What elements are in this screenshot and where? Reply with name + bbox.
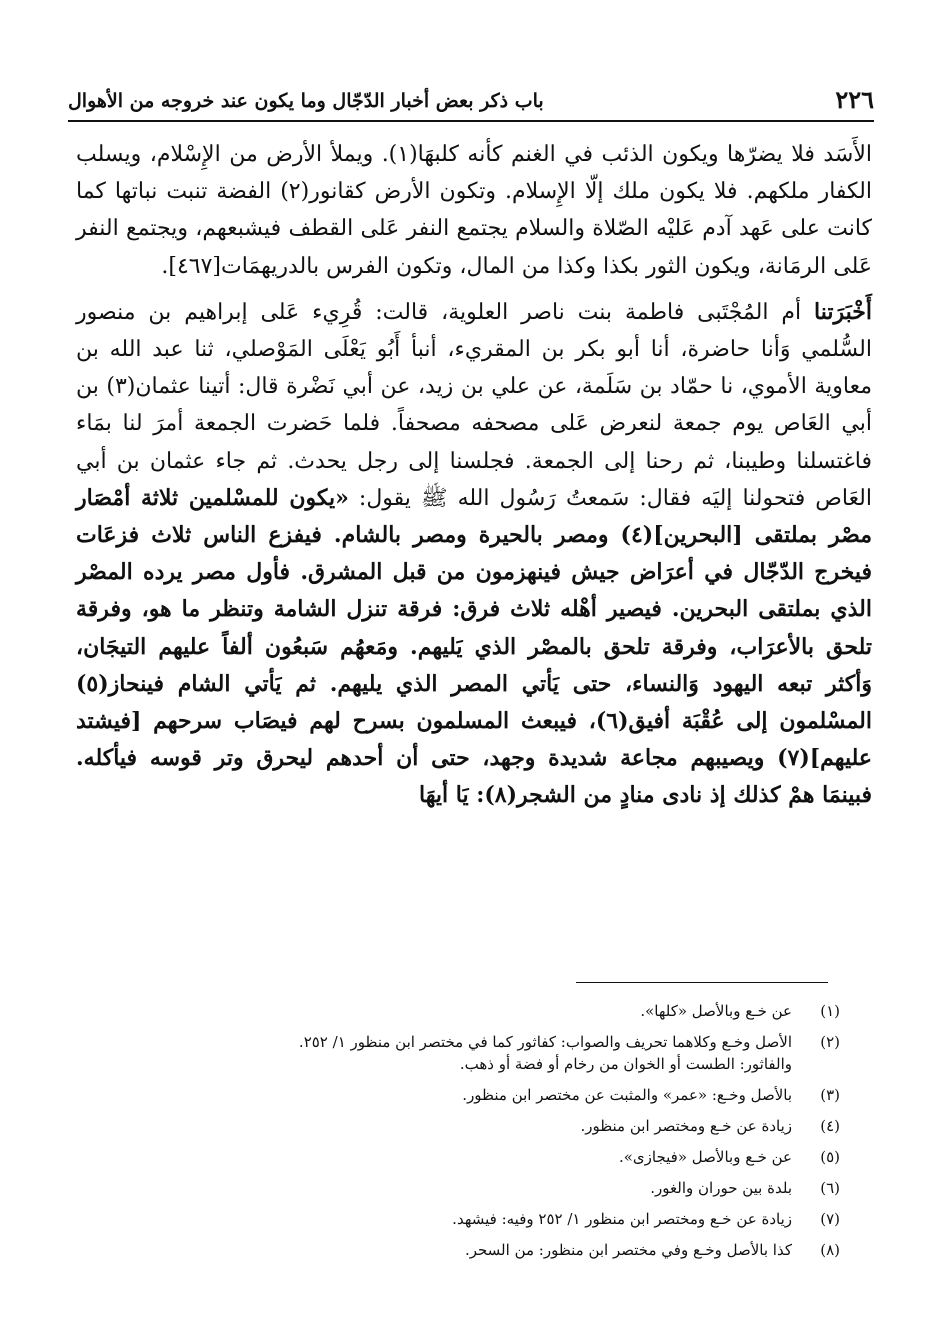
running-title: باب ذكر بعض أخبار الدّجّال وما يكون عند خروجه من الأهوال: [68, 90, 544, 112]
footnote-1: [150, 1000, 840, 1022]
footnote-number: (٨): [820, 1241, 840, 1259]
header-rule: [68, 120, 874, 122]
isnad-lead-word: أَخْبَرَتنا: [814, 298, 872, 325]
footnote-number: (٥): [820, 1148, 840, 1166]
footnote-text: كذا بالأصل وخـع وفي مختصر ابن منظور: من السحر.: [464, 1241, 792, 1259]
footnote-7: [150, 1208, 840, 1230]
page-number: ٢٢٦: [835, 85, 874, 114]
footnote-2: [150, 1031, 840, 1075]
footnote-separator: [576, 982, 828, 983]
hadith-text: «يكون للمسْلمين ثلاثة أمْصَار مصْر بملتقى [البحرين](٤) ومصر بالحيرة ومصر بالشام. فيفزع الناس ثلاث فزعَات فيخرج الدّجّال في أعرَاض جيش فينهزمون من قبل المشرق. فأول مصر يرده المصْر الذي بملتقى البحرين. فيصير أهْله ثلاث فرق: فرقة تنزل الشامة وتنظر ما هو، وفرقة تلحق بالأعرَاب، وفرقة تلحق بالمصْر الذي يَليهم. ومَعهُم سَبعُون ألفاً عليهم التيجَان، وَأكثر تبعه اليهود وَالنساء، حتى يَأتي المصر الذي يليهم. ثم يَأتي الشام فينحاز(٥) المسْلمون إلى عُقْبَة أفيق(٦)، فيبعث المسلمون بسرح لهم فيصَاب سرحهم [فيشتد عليهم](٧) ويصيبهم مجاعة شديدة وجهد، حتى أن أحدهم ليحرق وتر قوسه فيأكله. فبينمَا همْ كذلك إذ نادى منادٍ من الشجر(٨): يَا أيهَا: [76, 484, 873, 809]
footnote-5: [150, 1146, 840, 1168]
page-header: [68, 84, 874, 120]
footnote-text-continued: والفاثور: الطست أو الخوان من رخام أو فضة أو ذهب.: [459, 1055, 792, 1073]
footnote-text: بلدة بين حوران والغور.: [650, 1179, 792, 1197]
main-text: [76, 136, 872, 815]
footnote-number: (٦): [820, 1179, 840, 1197]
paragraph-1: الأَسَد فلا يضرّها ويكون الذئب في الغنم كأنه كلبهَا(١). ويملأ الأرض من الإِسْلام، ويسلب الكفار ملكهم. فلا يكون ملك إلّا الإِسلام. وتكون الأرض كقانور(٢) الفضة تنبت نباتها كما كانت على عَهد آدم عَليْه الصّلاة والسلام يجتمع النفر عَلى القطف فيشبعهم، ويجتمع النفر عَلى الرمَانة، ويكون الثور بكذا وكذا من المال، وتكون الفرس بالدريهمَات[٤٦٧].: [76, 142, 872, 279]
footnotes: [150, 1000, 840, 1270]
footnote-8: [150, 1239, 840, 1261]
footnote-3: [150, 1084, 840, 1106]
footnote-text: زيادة عن خـع ومختصر ابن منظور.: [580, 1117, 792, 1135]
footnote-text: زيادة عن خـع ومختصر ابن منظور ١/ ٢٥٢ وفيه: فيشهد.: [452, 1210, 792, 1228]
footnote-number: (٢): [820, 1033, 840, 1051]
footnote-4: [150, 1115, 840, 1137]
footnote-number: (٣): [820, 1086, 840, 1104]
footnote-number: (٧): [820, 1210, 840, 1228]
footnote-text: عن خـع وبالأصل «كلها».: [640, 1002, 792, 1020]
footnote-text: بالأصل وخـع: «عمر» والمثبت عن مختصر ابن منظور.: [462, 1086, 792, 1104]
footnote-6: [150, 1177, 840, 1199]
footnote-text: الأصل وخـع وكلاهما تحريف والصواب: كفاثور كما في مختصر ابن منظور ١/ ٢٥٢.: [298, 1033, 792, 1051]
footnote-number: (١): [820, 1002, 840, 1020]
footnote-text: عن خـع وبالأصل «فيجازى».: [618, 1148, 792, 1166]
paragraph-2: [76, 294, 872, 815]
isnad-text: أم المُجْتَبى فاطمة بنت ناصر العلوية، قالت: قُرِيء عَلى إبراهيم بن منصور السُّلمي وَأنا حاضرة، أنا أبو بكر بن المقريء، أنبأ أَبُو يَعْلَى المَوْصلي، ثنا عبد الله بن معاوية الأموي، نا حمّاد بن سَلَمة، عن علي بن زيد، عن أبي نَضْرة قال: أتينا عثمان(٣) بن أبي العَاص يوم جمعة لنعرض عَلى مصحفه مصحفاً. فلما حَضرت الجمعة أمرَ لنا بمَاء فاغتسلنا وطيبنا، ثم رحنا إلى الجمعة. فجلسنا إلى رجل يحدث. ثم جاء عثمان بن أبي العَاص فتحولنا إليَه فقال: سَمعتُ رَسُول الله ﷺ يقول:: [76, 299, 872, 511]
footnote-number: (٤): [820, 1117, 840, 1135]
